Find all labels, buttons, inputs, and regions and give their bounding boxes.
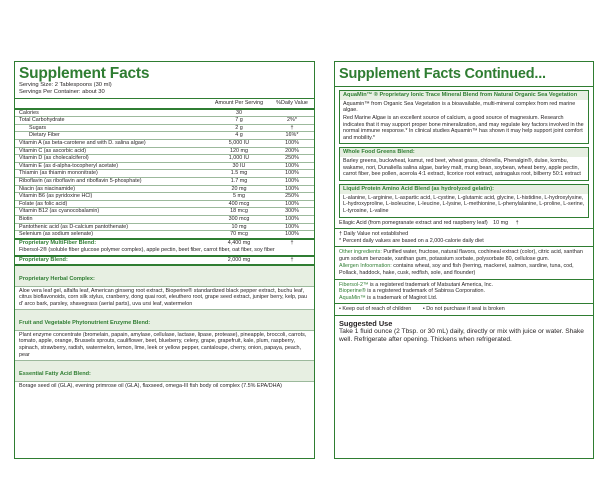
nutrient-amount: 7 g <box>235 117 243 124</box>
amount-column-label: Amount Per Serving <box>214 99 264 106</box>
nutrient-amount: 1.5 mg <box>230 170 248 177</box>
divider <box>335 303 593 304</box>
nutrient-dv: 100% <box>285 139 299 146</box>
nutrient-name: Dietary Fiber <box>29 132 60 139</box>
nutrient-row <box>15 117 314 125</box>
nutrient-dv: 100% <box>285 223 299 230</box>
proprietary-blend-dv: † <box>290 256 294 263</box>
enzyme-blend-header <box>15 310 314 331</box>
nutrient-dv: 2%* <box>287 117 297 124</box>
nutrient-row <box>15 231 314 240</box>
nutrient-name: Vitamin B12 (as cyanocobalamin) <box>19 208 100 215</box>
nutrient-row <box>15 140 314 148</box>
nutrient-amount: 18 mcg <box>230 208 248 215</box>
supplement-facts-continued-panel <box>334 61 594 459</box>
ellagic-row <box>335 220 593 227</box>
panel-header <box>15 62 314 99</box>
ellagic-dv: † <box>515 219 519 226</box>
multifiber-row <box>15 240 314 247</box>
divider <box>335 228 593 229</box>
herbal-complex-ingredients: Aloe vera leaf gel, alfalfa leaf, American ginseng root extract, Bioperine® standardized black pepper extract, buchu leaf, citrus bioflavonoids, corn silk stylus, cranberry, dong quai root, eleuthero root, grape seed extract, juniper berry, kelp, pau d' arco bark, parsley, shavegrass (aerial parts), uva ursi leaf, watermelon <box>15 287 314 310</box>
herbal-complex-title: Proprietary Herbal Complex: <box>19 275 95 282</box>
trademark-aquamin <box>335 295 593 302</box>
nutrient-dv: 300% <box>285 208 299 215</box>
nutrient-name: Niacin (as niacinamide) <box>19 185 76 192</box>
multifiber-ingredients: Fibersol-2® (soluble fiber glucose polymer complex), apple pectin, beet fiber, carrot fiber, oat fiber, soy fiber <box>15 246 314 257</box>
nutrient-dv: 16%* <box>285 132 299 139</box>
nutrient-row <box>15 178 314 186</box>
nutrient-amount: 300 mcg <box>228 215 250 222</box>
fatty-acid-ingredients: Borage seed oil (GLA), evening primrose oil (GLA), flaxseed, omega-III fish body oil complex (7.5% EPA/DHA) <box>19 382 282 389</box>
dv-column-label: %Daily Value <box>276 99 308 106</box>
aquamin-text-1: Aquamin™ from Organic Sea Vegetation is a bioavailable, multi-mineral complex from red marine algae. <box>343 100 576 114</box>
ellagic-name: Ellagic Acid (from pomegranate extract and red raspberry leaf) <box>339 219 488 226</box>
divider <box>335 246 593 247</box>
nutrient-amount: 5,000 IU <box>228 139 250 146</box>
nutrient-row <box>15 201 314 209</box>
nutrient-name: Total Carbohydrate <box>19 117 65 124</box>
nutrient-dv: 250% <box>285 193 299 200</box>
multifiber-amount: 4,400 mg <box>227 239 251 246</box>
nutrient-amount: 70 mcg <box>230 231 248 238</box>
proprietary-blend-title: Proprietary Blend: <box>19 256 68 263</box>
nutrient-dv: † <box>290 124 294 131</box>
ellagic-amount: 10 mg <box>493 219 509 226</box>
continued-title: Supplement Facts Continued... <box>339 66 546 82</box>
bioperine-brand: Bioperine® <box>339 288 366 295</box>
supplement-facts-panel <box>14 61 315 459</box>
nutrient-dv: 200% <box>285 147 299 154</box>
nutrient-dv: 100% <box>285 162 299 169</box>
warnings <box>335 306 593 313</box>
column-header <box>15 99 314 110</box>
nutrient-name: Folate (as folic acid) <box>19 200 68 207</box>
nutrient-name: Selenium (as sodium selenate) <box>19 231 94 238</box>
suggested-use-text: Take 1 fluid ounce (2 Tbsp. or 30 mL) daily, directly or mix with juice or water. Shake well. Refrigerate after opening. Thickens when refrigerated. <box>339 328 584 344</box>
nutrient-amount: 400 mcg <box>228 200 250 207</box>
nutrient-dv: 100% <box>285 215 299 222</box>
nutrient-name: Thiamin (as thiamin mononitrate) <box>19 170 98 177</box>
nutrient-name: Vitamin E (as d-alpha-tocopheryl acetate) <box>19 162 119 169</box>
nutrient-name: Calories <box>19 109 39 116</box>
aquamin-brand: AquaMin™ <box>339 294 366 301</box>
allergen-text: contains wheat, soy and fish (herring, mackerel, salmon, sardine, tuna, cod, Pollack, haddock, hake, cusk, redfish, sole, and flounder) <box>339 263 574 277</box>
nutrient-amount: 2 g <box>235 124 243 131</box>
nutrient-dv <box>274 110 310 117</box>
amino-box <box>339 184 589 218</box>
serving-size: Serving Size: 2 Tablespoons (30 ml) <box>19 82 112 88</box>
enzyme-blend-title: Fruit and Vegetable Phytonutrient Enzyme Blend: <box>19 319 151 326</box>
panel-title: Supplement Facts <box>19 65 150 82</box>
enzyme-blend-ingredients: Plant enzyme concentrate (bromelain, papain, amylase, cellulase, lactase, lipase, protease), pineapple, broccoli, carrots, tomato, apple, orange, Brussels sprouts, cauliflower, beet, blueberry, celery, grape, grapefruit, kale, plum, raspberry, spinach, strawberry, radish, watermelon, lemon, lime, leek or yellow pepper, cantaloupe, cherry, onion, papaya, peach, pear <box>15 331 314 361</box>
nutrient-row <box>15 125 314 133</box>
nutrient-amount: 1,000 IU <box>228 155 250 162</box>
greens-box <box>339 147 589 181</box>
aquamin-text-2: Red Marine Algae is an excellent source of calcium, a good source of magnesium. Research indicates that it may support proper bone mineralization, and may regulate key factors involved in the normal immune response.* In clinical studies Aquamin™ has shown it may help support joint comfort and mobility.* <box>343 114 584 141</box>
suggested-use-title: Suggested Use <box>339 319 393 329</box>
nutrient-row <box>15 193 314 201</box>
fibersol-trademark-text: is a registered trademark of Matsutani America, Inc. <box>369 281 493 288</box>
nutrient-dv: 100% <box>285 185 299 192</box>
nutrient-amount: 1.7 mg <box>230 177 248 184</box>
nutrient-row <box>15 110 314 118</box>
nutrient-row <box>15 155 314 163</box>
nutrient-name: Vitamin C (as ascorbic acid) <box>19 147 87 154</box>
nutrient-amount: 30 IU <box>232 162 246 169</box>
nutrient-row <box>15 186 314 194</box>
nutrient-amount: 120 mg <box>230 147 248 154</box>
nutrient-dv: 100% <box>285 231 299 238</box>
nutrient-amount: 5 mg <box>233 193 245 200</box>
nutrient-name: Sugars <box>29 124 47 131</box>
servings-per-container: Servings Per Container: about 30 <box>19 88 105 95</box>
fatty-acid-header <box>15 361 314 382</box>
nutrient-name: Vitamin B6 (as pyridoxine HCl) <box>19 193 93 200</box>
nutrient-amount: 30 <box>236 109 242 116</box>
nutrient-dv: 100% <box>285 170 299 177</box>
herbal-complex-header <box>15 266 314 287</box>
nutrient-row <box>15 170 314 178</box>
fatty-acid-title: Essential Fatty Acid Blend: <box>19 370 91 377</box>
nutrient-row <box>15 148 314 156</box>
allergen-info <box>335 263 593 276</box>
nutrient-row <box>15 224 314 232</box>
nutrient-table <box>15 110 314 240</box>
amino-ingredients: L-alanine, L-arginine, L-aspartic acid, L-cystine, L-glutamic acid, glycine, L-histidine, L-hydroxylysine, L-hydroxyproline, L-isoleucine, L-leucine, L-lysine, L-methionine, L-phenylalanine, L-proline, L-serine, L-tyrosine, L-valine <box>343 194 585 214</box>
other-ingredients-label: Other ingredients: <box>339 249 382 256</box>
warning-children: • Keep out of reach of children <box>339 306 412 313</box>
amino-title: Liquid Protein Amino Acid Blend (as hydrolyzed gelatin): <box>340 185 588 194</box>
nutrient-name: Vitamin D (as cholecalciferol) <box>19 155 89 162</box>
fibersol-brand: Fibersol-2™ <box>339 281 369 288</box>
warning-seal: • Do not purchase if seal is broken <box>422 306 505 313</box>
proprietary-blend-amount: 2,000 mg <box>227 256 251 263</box>
multifiber-dv: † <box>290 239 294 246</box>
multifiber-title: Proprietary MultiFiber Blend: <box>19 239 97 246</box>
greens-title: Whole Food Greens Blend: <box>340 148 588 157</box>
trademark-bioperine <box>335 288 593 295</box>
nutrient-dv: 100% <box>285 177 299 184</box>
continued-header <box>335 62 593 87</box>
proprietary-blend-row <box>15 257 314 266</box>
nutrient-name: Vitamin A (as beta-carotene and with D. salina algae) <box>19 139 146 146</box>
nutrient-name: Riboflavin (as riboflavin and riboflavin 5-phosphate) <box>19 177 142 184</box>
footnote-percent: * Percent daily values are based on a 2,000-calorie daily diet <box>339 237 484 244</box>
nutrient-name: Pantothenic acid (as D-calcium pantothenate) <box>19 223 129 230</box>
other-ingredients-text: Purified water, fructose, natural flavors, cochineal extract (color), citric acid, xanthan gum sodium benzoate, xanthan gum, potassium sorbate, polysorbate 80, cellulose gum. <box>339 249 583 262</box>
divider <box>335 279 593 280</box>
divider <box>335 315 593 316</box>
allergen-label: Allergen Infoormation: <box>339 263 392 270</box>
aquamin-title: AquaMin™ ® Proprietary Ionic Trace Mineral Blend from Natural Organic Sea Vegetation <box>340 91 588 100</box>
nutrient-row <box>15 208 314 216</box>
footnote-dv: † Daily Value not established <box>339 231 409 238</box>
nutrient-dv: 250% <box>285 155 299 162</box>
greens-ingredients: Barley greens, buckwheat, kamut, red beet, wheat grass, chlorella, Phenalgin®, dulse, kombu, wakame, nori, Dunaliella salina algae, barley malt, mung bean, soybean, wheat berry, apple pectin, carrot fiber, bee pollen, acerola 4:1 extract, licorice root extract, astragalus root, bilberry 50:1 extract <box>343 158 581 178</box>
nutrient-amount: 4 g <box>235 132 243 139</box>
aquamin-box <box>339 90 589 144</box>
nutrient-amount: 20 mg <box>231 185 247 192</box>
nutrient-name: Biotin <box>19 215 33 222</box>
nutrient-row <box>15 132 314 140</box>
other-ingredients <box>335 249 593 262</box>
nutrient-amount: 10 mg <box>231 223 247 230</box>
nutrient-dv: 100% <box>285 200 299 207</box>
nutrient-row <box>15 216 314 224</box>
bioperine-trademark-text: is a registered trademark of Sabinsa Corporation. <box>367 288 486 295</box>
nutrient-row <box>15 163 314 171</box>
aquamin-trademark-text: is a trademark of Magirot Ltd. <box>367 294 438 301</box>
